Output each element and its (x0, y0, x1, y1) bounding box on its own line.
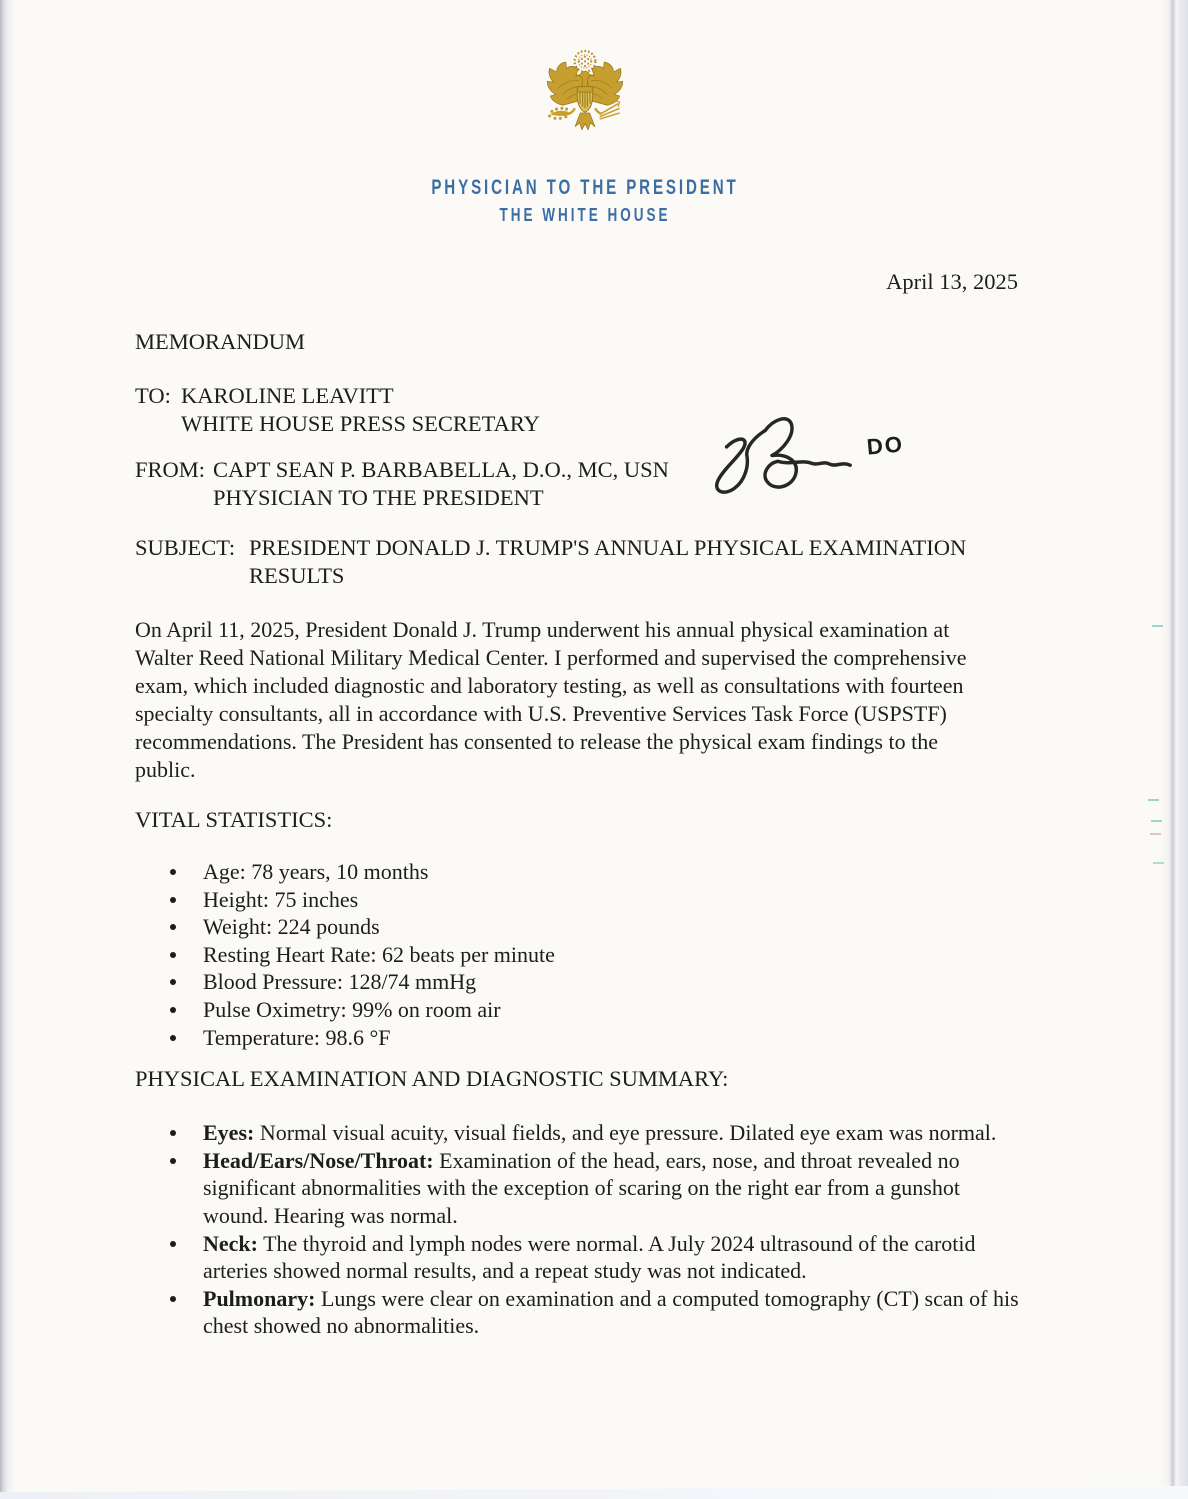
exam-label: Head/Ears/Nose/Throat: (203, 1147, 434, 1173)
vital-statistics-heading: VITAL STATISTICS: (135, 807, 333, 832)
bullet-icon (170, 1158, 176, 1164)
presidential-seal-icon (535, 40, 635, 152)
bullet-icon (170, 952, 176, 958)
from-name: CAPT SEAN P. BARBABELLA, D.O., MC, USN (213, 457, 669, 482)
list-item (135, 1119, 1020, 1147)
subject-label: SUBJECT: (135, 535, 236, 560)
scan-artifact (1148, 799, 1159, 801)
vital-stat: Temperature: 98.6 °F (203, 1024, 391, 1050)
bullet-icon (170, 1241, 176, 1247)
from-title: PHYSICIAN TO THE PRESIDENT (213, 485, 544, 510)
bullet-icon (170, 979, 176, 985)
list-item (135, 996, 1020, 1024)
bullet-icon (170, 1296, 176, 1302)
bullet-icon (170, 1007, 176, 1013)
list-item (135, 1285, 1020, 1340)
scan-artifact (1152, 625, 1163, 627)
scan-edge-bottom (0, 1481, 1188, 1499)
bullet-icon (170, 869, 176, 875)
exam-text: Normal visual acuity, visual fields, and eye pressure. Dilated eye exam was normal. (259, 1120, 997, 1146)
list-item (135, 913, 1020, 941)
bullet-icon (170, 1035, 176, 1041)
to-body (181, 382, 1188, 438)
memorandum-label: MEMORANDUM (135, 329, 306, 354)
subject-line1: PRESIDENT DONALD J. TRUMP'S ANNUAL PHYSICAL EXAMINATION (249, 535, 967, 560)
exam-label: Eyes: (203, 1120, 255, 1146)
to-label: TO: (135, 383, 171, 408)
vital-stat: Height: 75 inches (203, 886, 359, 912)
subject-block (135, 534, 1188, 590)
from-label: FROM: (135, 457, 206, 482)
scan-artifact (1150, 833, 1161, 835)
list-item (135, 1147, 1020, 1230)
memo-date: April 13, 2025 (886, 269, 1018, 294)
exam-label: Neck: (203, 1230, 258, 1256)
signature-suffix: DO (865, 431, 905, 460)
vital-statistics-list (135, 858, 1020, 1051)
intro-paragraph: On April 11, 2025, President Donald J. Trump underwent his annual physical examination at Walter Reed National Military Medical Center. I performed and supervised the comprehensive exam, which included diagnostic and laboratory testing, as well as consultations with fourteen specialty consultants, all in accordance with U.S. Preventive Services Task Force (USPSTF) recommendations. The President has consented to release the physical exam findings to the public. (135, 617, 967, 782)
list-item (135, 1230, 1020, 1285)
scan-artifact (1153, 862, 1164, 864)
to-name: KAROLINE LEAVITT (181, 383, 394, 408)
list-item (135, 941, 1020, 969)
to-block (135, 382, 1188, 438)
letterhead (0, 0, 1179, 226)
list-item (135, 1024, 1020, 1052)
vital-stat: Resting Heart Rate: 62 beats per minute (203, 941, 555, 967)
vital-stat: Age: 78 years, 10 months (203, 859, 429, 884)
physical-exam-heading: PHYSICAL EXAMINATION AND DIAGNOSTIC SUMMARY: (135, 1066, 729, 1092)
vital-stat: Weight: 224 pounds (203, 914, 380, 940)
exam-text: Lungs were clear on examination and a computed tomography (CT) scan of his chest showed no abnormalities. (203, 1285, 1019, 1339)
scan-edge-right (1158, 0, 1188, 1499)
scan-artifact (1151, 820, 1162, 822)
list-item (135, 886, 1020, 914)
letterhead-subtitle: THE WHITE HOUSE (499, 205, 671, 225)
exam-text: The thyroid and lymph nodes were normal. A July 2024 ultrasound of the carotid arteries showed normal results, and a repeat study was not indicated. (203, 1230, 976, 1284)
exam-label: Pulmonary: (203, 1285, 316, 1311)
list-item (135, 858, 1020, 886)
list-item (135, 968, 1020, 996)
vital-stat: Blood Pressure: 128/74 mmHg (203, 969, 477, 995)
physical-exam-list (135, 1119, 1020, 1340)
subject-line2: RESULTS (249, 563, 345, 588)
letterhead-title: PHYSICIAN TO THE PRESIDENT (431, 176, 739, 199)
vital-stat: Pulse Oximetry: 99% on room air (203, 996, 501, 1022)
subject-body (249, 534, 1188, 590)
from-block (135, 456, 1188, 512)
bullet-icon (170, 897, 176, 903)
bullet-icon (170, 924, 176, 930)
signature-scrawl (688, 406, 910, 508)
to-title: WHITE HOUSE PRESS SECRETARY (181, 411, 540, 436)
exam-text: Examination of the head, ears, nose, and throat revealed no significant abnormalities with the exception of scaring on the right ear from a gunshot wound. Hearing was normal. (203, 1147, 960, 1228)
scan-edge-left (0, 0, 16, 1499)
bullet-icon (170, 1130, 176, 1136)
